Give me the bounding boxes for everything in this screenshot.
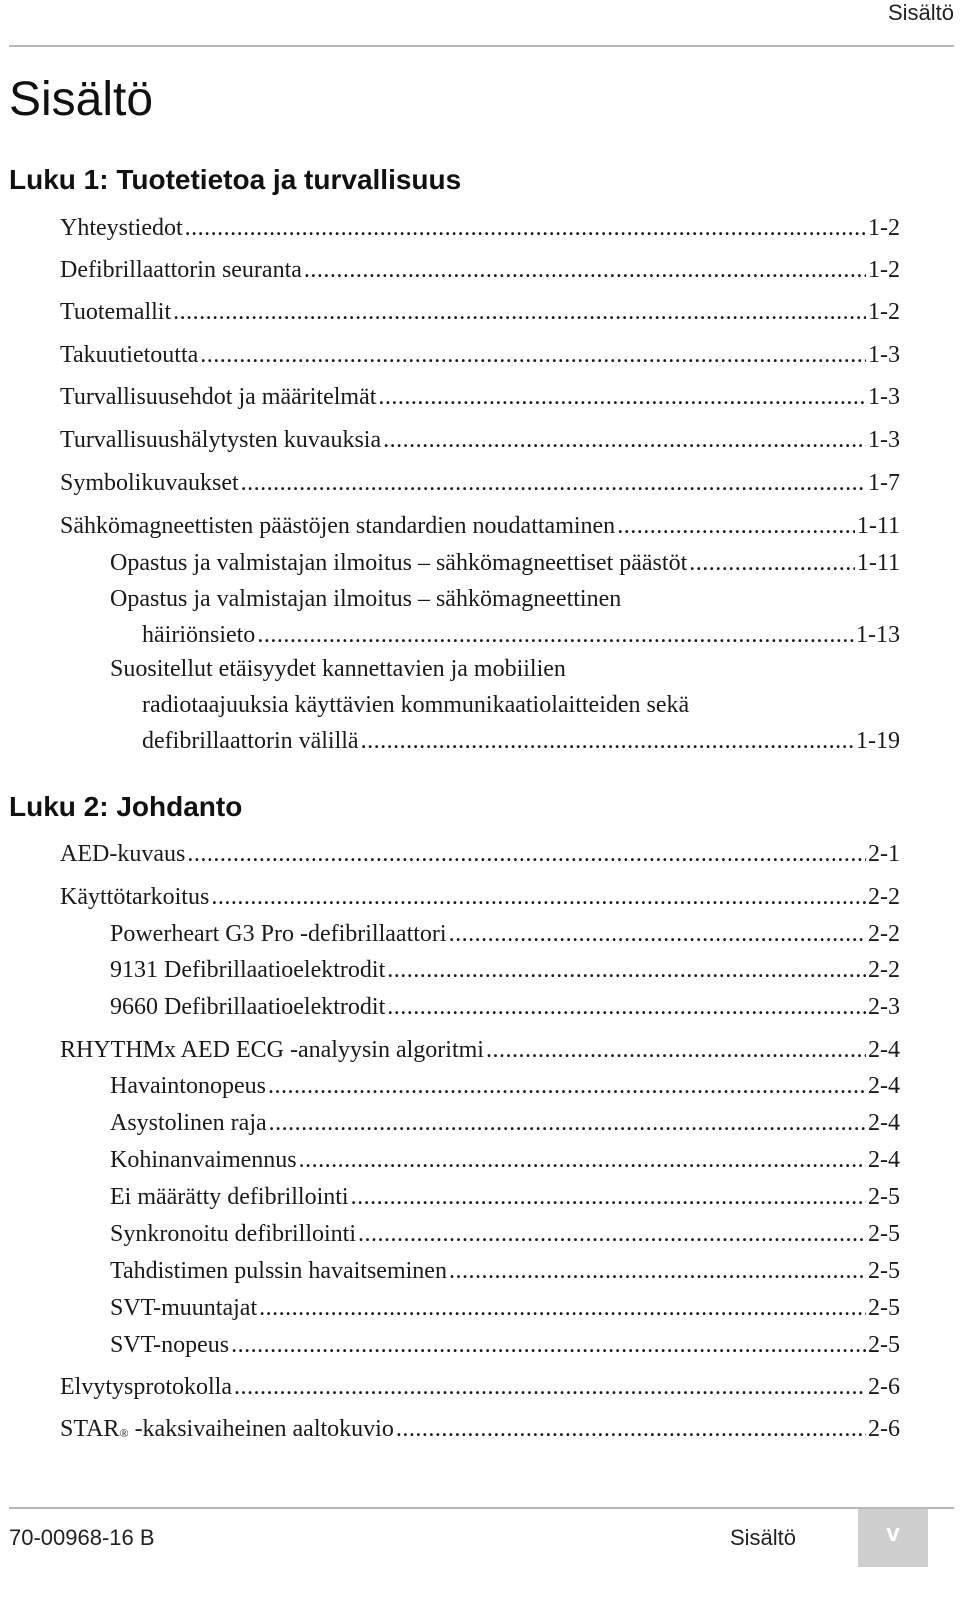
page-ref: 2-5 [868,1258,900,1284]
toc-entry-aed-kuvaus[interactable]: AED-kuvaus ..... 2-1 [60,836,900,872]
page-ref: 1-19 [856,728,900,754]
toc-entry-kohinanvaimennus[interactable]: Kohinanvaimennus ..... 2-4 [110,1142,900,1178]
toc-entry-svt-nopeus[interactable]: SVT-nopeus ..... 2-5 [110,1327,900,1363]
page-ref: 2-5 [868,1332,900,1358]
toc-entry-9131-elektrodit[interactable]: 9131 Defibrillaatioelektrodit ..... 2-2 [110,952,900,988]
toc-entry-sahkomagneettiset-paastot[interactable]: Opastus ja valmistajan ilmoitus – sähkömagneettiset päästöt ..... 1-11 [110,545,900,581]
page-ref: 2-2 [868,884,900,910]
page-ref: 1-2 [868,257,900,283]
toc-entry-sahkomagneettisten-paastojen[interactable]: Sähkömagneettisten päästöjen standardien noudattaminen ..... 1-11 [60,508,900,544]
page-ref: 2-5 [868,1221,900,1247]
page-ref: 2-2 [868,957,900,983]
page-number-tab: v [858,1509,928,1567]
page-ref: 2-4 [868,1073,900,1099]
toc-entry-kayttotarkoitus[interactable]: Käyttötarkoitus ..... 2-2 [60,879,900,915]
page-ref: 1-2 [868,215,900,241]
toc-entry-tuotemallit[interactable]: Tuotemallit ..... 1-2 [60,294,900,330]
toc-entry-yhteystiedot[interactable]: Yhteystiedot ..... 1-2 [60,210,900,246]
toc-entry-suositellut-etaisyydet[interactable]: Suositellut etäisyydet kannettavien ja mobiilien radiotaajuuksia käyttävien kommunikaatiolaitteiden sekä defibrillaattorin välillä ..... 1-19 [110,651,900,759]
toc-entry-9660-elektrodit[interactable]: 9660 Defibrillaatioelektrodit ..... 2-3 [110,989,900,1025]
page-ref: 1-11 [856,550,900,576]
page-ref: 1-3 [868,342,900,368]
toc-entry-rhythmx-algoritmi[interactable]: RHYTHMx AED ECG -analyysin algoritmi ..... 2-4 [60,1032,900,1068]
toc-entry-asystolinen-raja[interactable]: Asystolinen raja ..... 2-4 [110,1105,900,1141]
page-ref: 2-1 [868,841,900,867]
page-ref: 1-3 [868,384,900,410]
toc-entry-star-aaltokuvio[interactable]: STAR® -kaksivaiheinen aaltokuvio ..... 2-6 [60,1411,900,1447]
running-header: Sisältö [887,0,954,25]
chapter-2-heading: Luku 2: Johdanto [9,791,243,822]
page-ref: 2-6 [868,1374,900,1400]
toc-entry-turvallisuushalytysten-kuvauksia[interactable]: Turvallisuushälytysten kuvauksia ..... 1-3 [60,422,900,458]
page-title: Sisältö [9,73,154,126]
header-rule [9,45,954,47]
footer-section-title: Sisältö [730,1525,797,1550]
document-number: 70-00968-16 B [9,1525,155,1550]
toc-entry-powerheart-g3-pro[interactable]: Powerheart G3 Pro -defibrillaattori ..... 2-2 [110,916,900,952]
page-ref: 1-11 [856,513,900,539]
toc-entry-ei-maaratty-defibrillointi[interactable]: Ei määrätty defibrillointi ..... 2-5 [110,1179,900,1215]
toc-entry-hairionsieto[interactable]: Opastus ja valmistajan ilmoitus – sähkömagneettinen häiriönsieto ..... 1-13 [110,581,900,653]
toc-entry-defibrillaattorin-seuranta[interactable]: Defibrillaattorin seuranta ..... 1-2 [60,252,900,288]
toc-entry-synkronoitu-defibrillointi[interactable]: Synkronoitu defibrillointi ..... 2-5 [110,1216,900,1252]
toc-entry-symbolikuvaukset[interactable]: Symbolikuvaukset ..... 1-7 [60,465,900,501]
page-ref: 2-2 [868,921,900,947]
page-ref: 2-5 [868,1184,900,1210]
page-ref: 1-7 [868,470,900,496]
toc-entry-havaintonopeus[interactable]: Havaintonopeus ..... 2-4 [110,1068,900,1104]
page-ref: 1-3 [868,427,900,453]
page-ref: 2-3 [868,994,900,1020]
footer-rule [9,1507,954,1509]
toc-entry-turvallisuusehdot[interactable]: Turvallisuusehdot ja määritelmät ..... 1-3 [60,379,900,415]
page-ref: 2-4 [868,1037,900,1063]
page-ref: 1-2 [868,299,900,325]
toc-entry-tahdistimen-pulssin-havaitseminen[interactable]: Tahdistimen pulssin havaitseminen ..... 2-5 [110,1253,900,1289]
page-ref: 1-13 [856,622,900,648]
page-ref: 2-4 [868,1110,900,1136]
chapter-1-heading: Luku 1: Tuotetietoa ja turvallisuus [9,164,462,195]
page-ref: 2-5 [868,1295,900,1321]
registered-mark: ® [119,1426,129,1440]
toc-entry-takuutietoutta[interactable]: Takuutietoutta ..... 1-3 [60,337,900,373]
toc-entry-elvytysprotokolla[interactable]: Elvytysprotokolla ..... 2-6 [60,1369,900,1405]
page-ref: 2-4 [868,1147,900,1173]
page-ref: 2-6 [868,1416,900,1442]
toc-entry-svt-muuntajat[interactable]: SVT-muuntajat ..... 2-5 [110,1290,900,1326]
